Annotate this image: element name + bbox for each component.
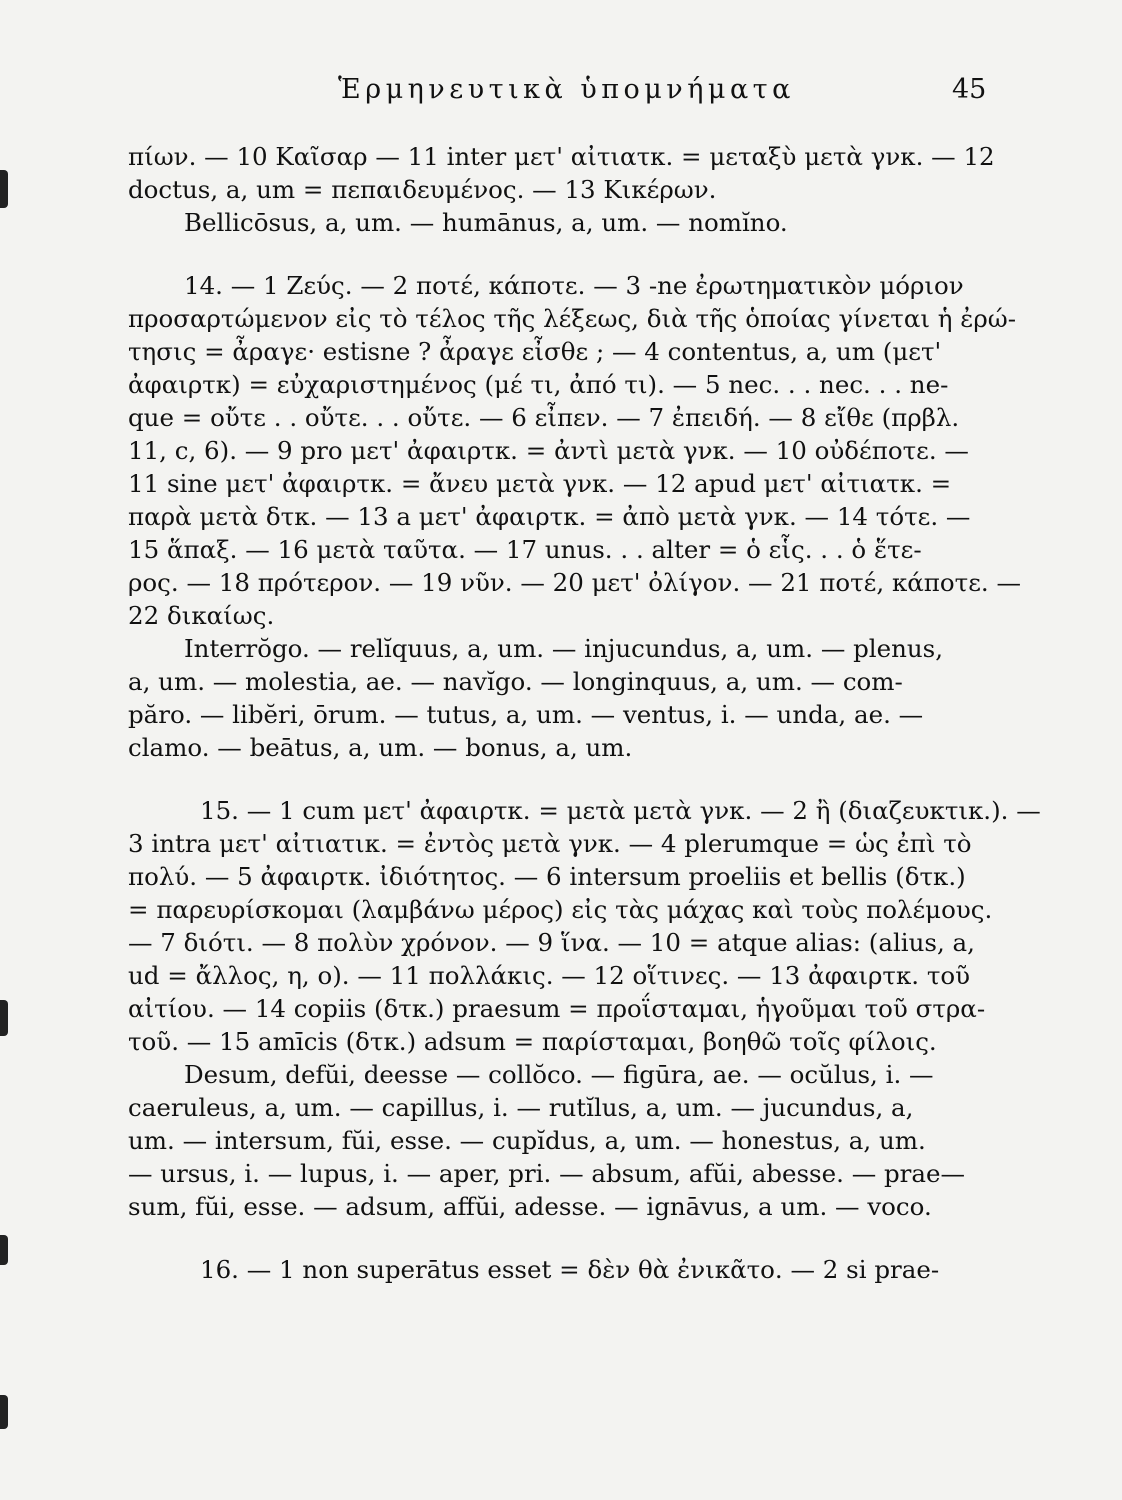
text-line: 14. — 1 Ζεύς. — 2 ποτέ, κάποτε. — 3 -ne ἐρωτηματικὸν μόριον	[184, 271, 964, 300]
text-line: ἀφαιρτκ) = εὐχαριστημένος (μέ τι, ἀπό τι). — 5 nec. . . nec. . . ne-	[128, 370, 949, 399]
binding-mark	[0, 1235, 8, 1265]
text-line: πίων. — 10 Καῖσαρ — 11 inter μετ' αἰτιατκ. = μεταξὺ μετὰ γνκ. — 12	[128, 142, 995, 171]
text-line: — 7 διότι. — 8 πολὺν χρόνον. — 9 ἵνα. — 10 = atque alias: (alius, a,	[128, 928, 975, 957]
text-line: ρος. — 18 πρότερον. — 19 νῦν. — 20 μετ' ὀλίγον. — 21 ποτέ, κάποτε. —	[128, 568, 1021, 597]
text-line: que = οὔτε . . οὔτε. . . οὔτε. — 6 εἶπεν. — 7 ἐπειδή. — 8 εἴθε (πρβλ.	[128, 403, 960, 432]
text-line: a, um. — molestia, ae. — navĭgo. — longinquus, a, um. — com-	[128, 667, 903, 696]
text-line: păro. — libĕri, ōrum. — tutus, a, um. — ventus, i. — unda, ae. —	[128, 700, 924, 729]
binding-mark	[0, 1000, 8, 1036]
section-14	[128, 269, 1021, 764]
text-line: παρὰ μετὰ δτκ. — 13 a μετ' ἀφαιρτκ. = ἀπὸ μετὰ γνκ. — 14 τότε. —	[128, 502, 971, 531]
text-line: = παρευρίσκομαι (λαμβάνω μέρος) εἰς τὰς μάχας καὶ τοὺς πολέμους.	[128, 895, 993, 924]
text-line: 16. — 1 non superātus esset = δὲν θὰ ἐνικᾶτο. — 2 si prae-	[200, 1255, 940, 1284]
text-line: — ursus, i. — lupus, i. — aper, pri. — absum, afŭi, abesse. — prae—	[128, 1159, 965, 1188]
text-line: doctus, a, um = πεπαιδευμένος. — 13 Κικέρων.	[128, 175, 717, 204]
text-line: πολύ. — 5 ἀφαιρτκ. ἰδιότητος. — 6 intersum proeliis et bellis (δτκ.)	[128, 862, 966, 891]
text-line: Desum, defŭi, deesse — collŏco. — figūra, ae. — ocŭlus, i. —	[184, 1060, 934, 1089]
text-line: 15. — 1 cum μετ' ἀφαιρτκ. = μετὰ μετὰ γνκ. — 2 ἢ (διαζευκτικ.). —	[200, 796, 1041, 825]
text-line: τησις = ἆραγε· estisne ? ἆραγε εἶσθε ; — 4 contentus, a, um (μετ'	[128, 337, 942, 366]
header-title: Ἑρμηνευτικὰ ὑπομνήματα	[338, 74, 795, 105]
text-line: αἰτίου. — 14 copiis (δτκ.) praesum = προΐσταμαι, ἡγοῦμαι τοῦ στρα-	[128, 994, 986, 1023]
text-line: 11 sine μετ' ἀφαιρτκ. = ἄνευ μετὰ γνκ. — 12 apud μετ' αἰτιατκ. =	[128, 469, 952, 498]
text-line: sum, fŭi, esse. — adsum, affŭi, adesse. — ignāvus, a um. — voco.	[128, 1192, 932, 1221]
text-line: ud = ἄλλος, η, ο). — 11 πολλάκις. — 12 οἵτινες. — 13 ἀφαιρτκ. τοῦ	[128, 961, 971, 990]
running-header	[0, 74, 1122, 118]
section-16	[128, 1253, 988, 1286]
text-line: Interrŏgo. — relĭquus, a, um. — injucundus, a, um. — plenus,	[184, 634, 944, 663]
section-continuation	[128, 140, 995, 239]
text-line: clamo. — beātus, a, um. — bonus, a, um.	[128, 733, 633, 762]
text-line: caeruleus, a, um. — capillus, i. — rutĭlus, a, um. — jucundus, a,	[128, 1093, 914, 1122]
text-line: 11, c, 6). — 9 pro μετ' ἀφαιρτκ. = ἀντὶ μετὰ γνκ. — 10 οὐδέποτε. —	[128, 436, 969, 465]
text-line: Bellicōsus, a, um. — humānus, a, um. — nomĭno.	[184, 208, 788, 237]
page-number: 45	[952, 74, 987, 105]
text-line: 22 δικαίως.	[128, 601, 275, 630]
section-15	[128, 794, 1041, 1223]
text-line: τοῦ. — 15 amīcis (δτκ.) adsum = παρίσταμαι, βοηθῶ τοῖς φίλοις.	[128, 1027, 937, 1056]
text-line: 3 intra μετ' αἰτιατικ. = ἐντὸς μετὰ γνκ. — 4 plerumque = ὡς ἐπὶ τὸ	[128, 829, 972, 858]
text-line: προσαρτώμενον εἰς τὸ τέλος τῆς λέξεως, διὰ τῆς ὁποίας γίνεται ἡ ἐρώ-	[128, 304, 1017, 333]
text-line: um. — intersum, fŭi, esse. — cupĭdus, a, um. — honestus, a, um.	[128, 1126, 926, 1155]
text-line: 15 ἅπαξ. — 16 μετὰ ταῦτα. — 17 unus. . . alter = ὁ εἷς. . . ὁ ἕτε-	[128, 535, 922, 564]
binding-mark	[0, 1395, 8, 1429]
page-body	[128, 140, 1041, 1286]
binding-mark	[0, 170, 8, 208]
